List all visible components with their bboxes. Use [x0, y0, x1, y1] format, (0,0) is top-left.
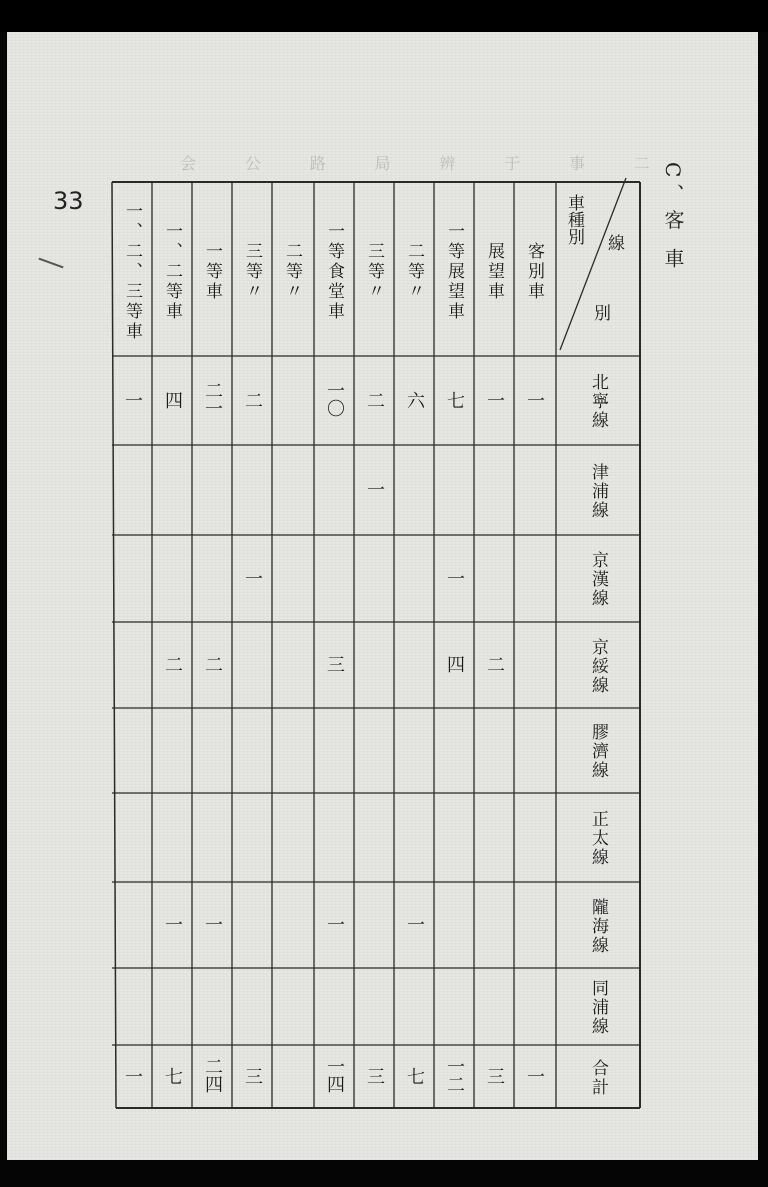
- row-label: 合計: [588, 1058, 608, 1097]
- row-label: 膠濟線: [588, 723, 608, 780]
- table-cell: 三: [364, 1066, 385, 1085]
- table-cell: 一: [162, 915, 183, 933]
- table-cell: 一〇: [324, 380, 345, 417]
- table-cell: 一四: [324, 1056, 345, 1093]
- table-cell: 二: [484, 655, 505, 673]
- table-cell: 七: [162, 1066, 183, 1085]
- table-cell: 一: [242, 568, 263, 587]
- column-header: 一等展望車: [444, 222, 464, 322]
- table-cell: 三: [324, 655, 345, 673]
- table-cell: 三: [242, 1066, 263, 1085]
- row-label: 隴海線: [588, 897, 608, 955]
- table-cell: 一: [484, 390, 505, 409]
- column-header: 一等車: [202, 242, 222, 302]
- table-cell: 一: [122, 1066, 143, 1085]
- row-label: 同浦線: [588, 979, 608, 1036]
- page-number: 33: [53, 187, 84, 215]
- table-cell: 一: [202, 915, 223, 933]
- table-cell: 三: [484, 1066, 505, 1085]
- column-header: 二等〃: [282, 242, 302, 302]
- row-label: 津浦線: [588, 462, 608, 520]
- table-cell: 七: [444, 390, 465, 409]
- table-cell: 一: [122, 390, 143, 409]
- column-header: 一、二、三等車: [122, 202, 142, 342]
- table-cell: 二: [364, 390, 385, 409]
- row-label: 北寧線: [588, 373, 608, 430]
- table-cell: 一: [524, 390, 545, 409]
- table-cell: 一: [324, 915, 345, 933]
- corner-route-label: 線: [608, 234, 625, 254]
- table-cell: 一二: [444, 1056, 465, 1093]
- table-cell: 一: [524, 1066, 545, 1085]
- column-header: 三等〃: [364, 242, 384, 302]
- column-header: 一等食堂車: [324, 222, 344, 322]
- table-cell: 一: [444, 568, 465, 587]
- column-header: 一、二等車: [162, 222, 182, 322]
- table-cell: 四: [162, 390, 183, 409]
- column-header: 二等〃: [404, 242, 424, 302]
- table-cell: 二一: [202, 380, 223, 417]
- table-cell: 四: [444, 655, 465, 673]
- table-cell: 二四: [202, 1056, 223, 1093]
- row-label: 正太線: [588, 810, 608, 867]
- section-title-text: C、客 車: [661, 162, 685, 274]
- corner-type-label: 車種別: [564, 194, 584, 245]
- table-cell: 一: [364, 480, 385, 498]
- corner-other-label: 別: [594, 304, 611, 324]
- table-cell: 二: [202, 655, 223, 673]
- bleed-through-text: 会 公 路 局 辨 于 事 二: [180, 153, 650, 173]
- table-cell: 二: [242, 390, 263, 409]
- row-label: 京綏線: [588, 637, 608, 695]
- table-cell: 一: [404, 915, 425, 933]
- column-header: 三等〃: [242, 242, 262, 302]
- table-cell: 二: [162, 655, 183, 673]
- column-header: 客別車: [524, 242, 544, 302]
- table-cell: 六: [404, 390, 425, 409]
- column-header: 展望車: [484, 242, 504, 302]
- row-label: 京漢線: [588, 551, 608, 608]
- table-cell: 七: [404, 1066, 425, 1085]
